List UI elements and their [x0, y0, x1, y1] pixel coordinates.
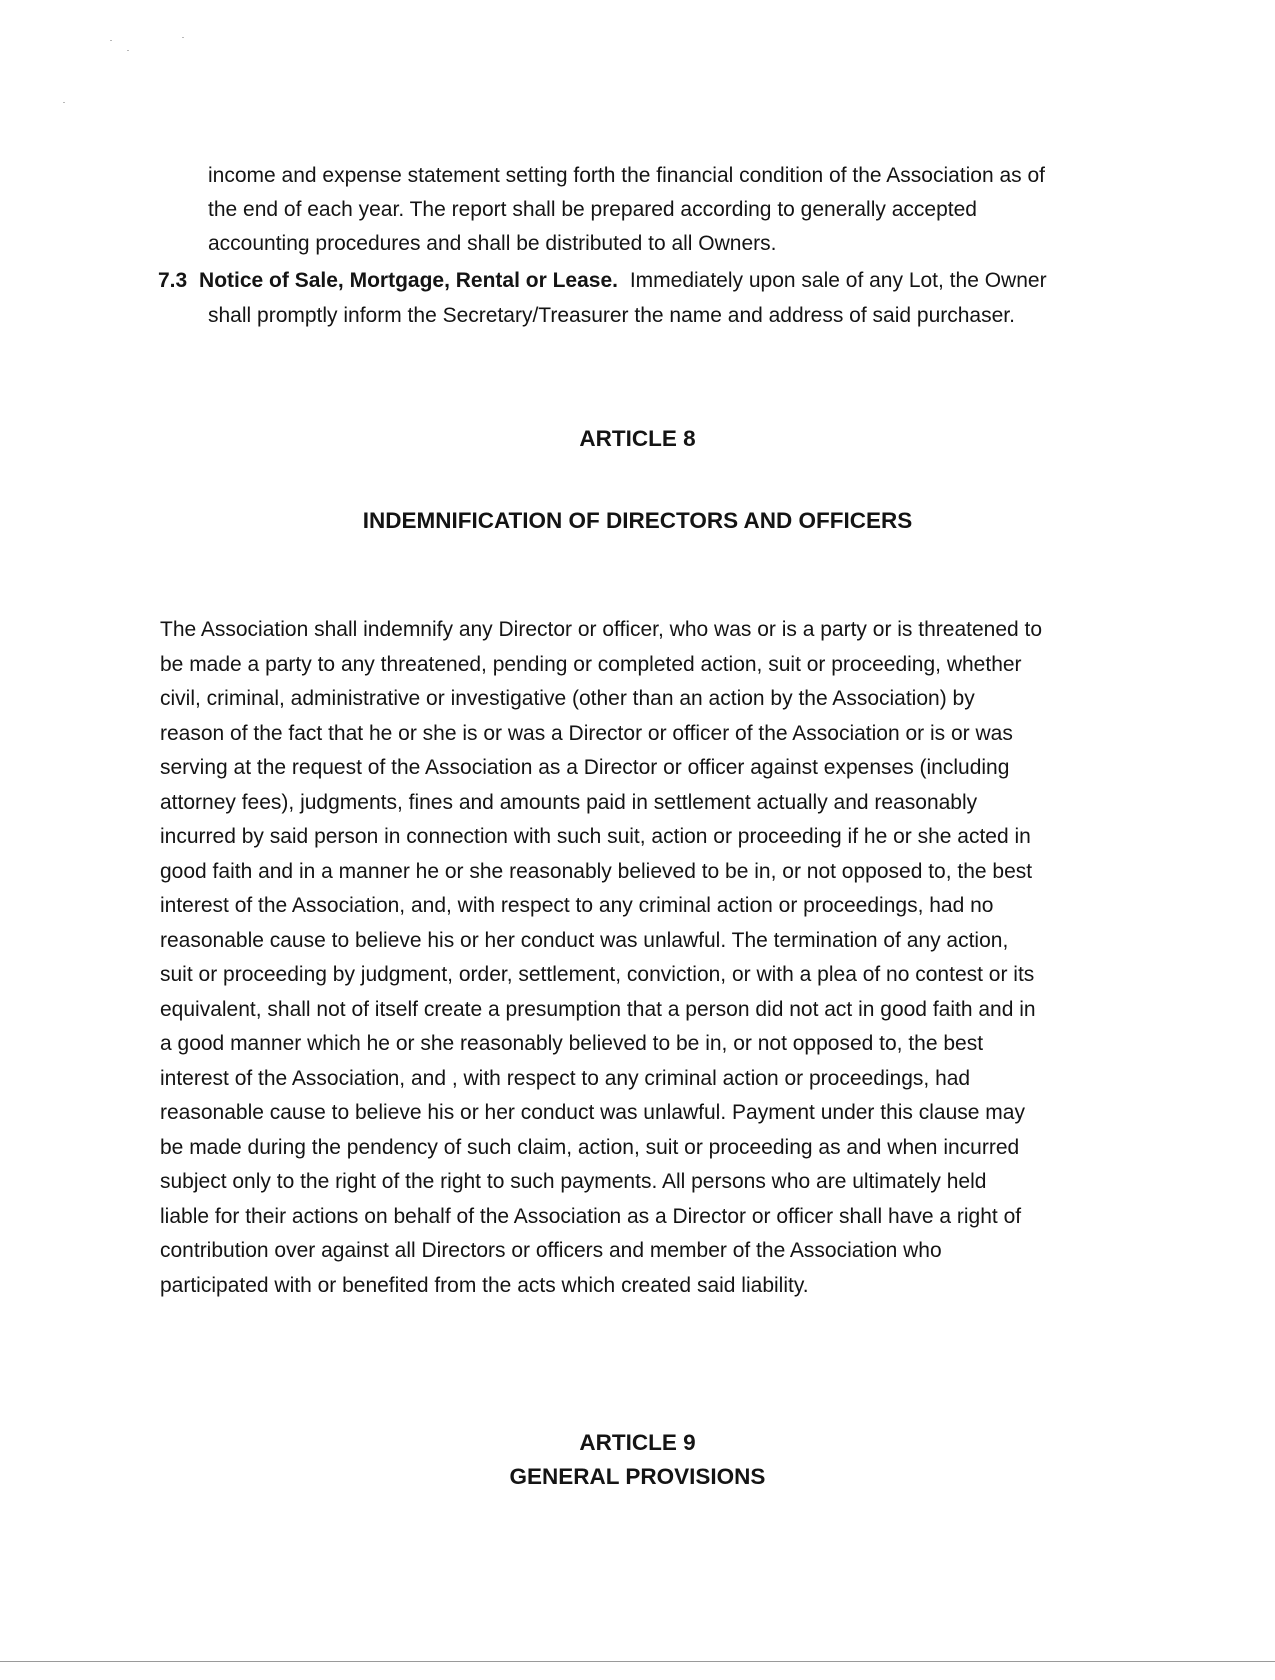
scan-speck	[110, 40, 112, 41]
section-7-line-3: accounting procedures and shall be distributed to all Owners.	[208, 232, 777, 255]
article-8-body-line: good faith and in a manner he or she reasonably believed to be in, or not opposed to, the best	[160, 860, 1033, 883]
article-8-body-line: be made during the pendency of such claim, action, suit or proceeding as and when incurred	[160, 1136, 1020, 1159]
page-bottom-edge	[0, 1661, 1275, 1662]
article-8-body-line: civil, criminal, administrative or investigative (other than an action by the Association) by	[160, 687, 975, 710]
section-7-line-2: the end of each year. The report shall be prepared according to generally accepted	[208, 198, 977, 221]
article-9-title: GENERAL PROVISIONS	[509, 1464, 766, 1489]
article-8-body-line: contribution over against all Directors or officers and member of the Association who	[160, 1239, 942, 1262]
scan-speck	[182, 37, 184, 38]
article-8-body-line: reasonable cause to believe his or her conduct was unlawful. The termination of any action,	[160, 929, 1009, 952]
article-8-body-line: interest of the Association, and , with respect to any criminal action or proceedings, had	[160, 1067, 971, 1090]
article-8-body-line: participated with or benefited from the acts which created said liability.	[160, 1274, 809, 1297]
article-9-label: ARTICLE 9	[579, 1430, 696, 1455]
section-7-3-line-1	[158, 267, 1047, 295]
section-7-line-1: income and expense statement setting forth the financial condition of the Association as of	[208, 164, 1046, 187]
article-8-body-line: The Association shall indemnify any Director or officer, who was or is a party or is threatened to	[160, 618, 1043, 641]
article-8-body-line: suit or proceeding by judgment, order, settlement, conviction, or with a plea of no contest or its	[160, 963, 1035, 986]
article-8-body-line: be made a party to any threatened, pending or completed action, suit or proceeding, whether	[160, 653, 1022, 676]
article-8-title: INDEMNIFICATION OF DIRECTORS AND OFFICERS	[362, 508, 913, 533]
article-8-body-line: interest of the Association, and, with respect to any criminal action or proceedings, had no	[160, 894, 994, 917]
article-8-body-line: incurred by said person in connection with such suit, action or proceeding if he or she acted in	[160, 825, 1031, 848]
scan-speck	[63, 102, 65, 103]
article-8-body-line: attorney fees), judgments, fines and amounts paid in settlement actually and reasonably	[160, 791, 978, 814]
article-8-body-line: equivalent, shall not of itself create a presumption that a person did not act in good faith and in	[160, 998, 1036, 1021]
article-8-label: ARTICLE 8	[579, 426, 696, 451]
article-8-body-line: subject only to the right of the right to such payments. All persons who are ultimately held	[160, 1170, 987, 1193]
section-7-3-line-2: shall promptly inform the Secretary/Treasurer the name and address of said purchaser.	[208, 304, 1015, 327]
article-8-body-line: liable for their actions on behalf of the Association as a Director or officer shall have a right of	[160, 1205, 1022, 1228]
section-7-3-text: Immediately upon sale of any Lot, the Owner	[629, 269, 1047, 292]
article-8-body-line: serving at the request of the Association as a Director or officer against expenses (including	[160, 756, 1010, 779]
article-8-body-line: a good manner which he or she reasonably believed to be in, or not opposed to, the best	[160, 1032, 984, 1055]
scan-speck	[127, 50, 129, 51]
article-8-body-line: reasonable cause to believe his or her conduct was unlawful. Payment under this clause may	[160, 1101, 1025, 1124]
section-7-3-number: 7.3	[158, 269, 188, 292]
article-8-body-line: reason of the fact that he or she is or was a Director or officer of the Association or is or was	[160, 722, 1013, 745]
section-7-3-title: Notice of Sale, Mortgage, Rental or Lease.	[199, 269, 618, 292]
